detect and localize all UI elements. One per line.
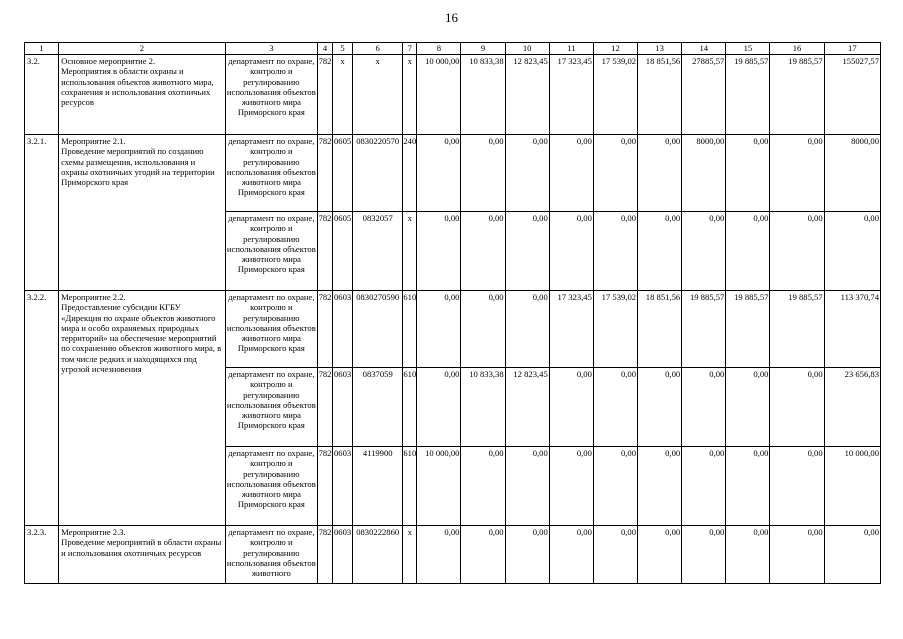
cell: 0,00 (770, 526, 824, 584)
cell: 0,00 (461, 135, 505, 212)
cell: 10 000,00 (417, 55, 461, 135)
cell: 0,00 (461, 291, 505, 368)
header-cell: 15 (726, 43, 770, 55)
cell: 12 823,45 (505, 55, 549, 135)
program-table (24, 42, 881, 584)
cell: 0,00 (417, 526, 461, 584)
header-cell: 3 (225, 43, 317, 55)
cell: 610 (403, 291, 417, 368)
cell: 0,00 (505, 526, 549, 584)
cell: 0,00 (638, 135, 682, 212)
header-cell: 12 (593, 43, 637, 55)
cell: 0,00 (638, 212, 682, 291)
table-row (25, 135, 881, 212)
department: департамент по охране, контролю и регулированию использования объектов животного мира Приморского края (225, 291, 317, 368)
cell: 782 (318, 135, 333, 212)
cell: 18 851,56 (638, 291, 682, 368)
cell: 10 000,00 (824, 447, 880, 526)
cell: 782 (318, 526, 333, 584)
cell: х (353, 55, 403, 135)
cell: х (333, 55, 353, 135)
cell: 10 833,38 (461, 368, 505, 447)
header-cell: 6 (353, 43, 403, 55)
table-row (25, 526, 881, 584)
row-number: 3.2.1. (25, 135, 59, 291)
cell: 0,00 (682, 526, 726, 584)
cell: 10 000,00 (417, 447, 461, 526)
cell: 17 323,45 (549, 291, 593, 368)
cell: 0830222860 (353, 526, 403, 584)
header-cell: 5 (333, 43, 353, 55)
cell: 0,00 (726, 368, 770, 447)
cell: 0603 (333, 291, 353, 368)
cell: 23 656,83 (824, 368, 880, 447)
cell: 27885,57 (682, 55, 726, 135)
cell: 0837059 (353, 368, 403, 447)
cell: 0,00 (682, 212, 726, 291)
header-cell: 4 (318, 43, 333, 55)
cell: 0,00 (417, 212, 461, 291)
cell: 0,00 (726, 526, 770, 584)
cell: х (403, 526, 417, 584)
cell: 0,00 (461, 447, 505, 526)
cell: 0,00 (593, 526, 637, 584)
cell: 18 851,56 (638, 55, 682, 135)
cell: 782 (318, 368, 333, 447)
row-number: 3.2. (25, 55, 59, 135)
cell: 610 (403, 368, 417, 447)
cell: 0,00 (824, 526, 880, 584)
cell: 0,00 (593, 135, 637, 212)
cell: 17 539,02 (593, 55, 637, 135)
cell: 782 (318, 447, 333, 526)
cell: 0,00 (770, 368, 824, 447)
row-number: 3.2.3. (25, 526, 59, 584)
department: департамент по охране, контролю и регулированию использования объектов животного мира Приморского края (225, 368, 317, 447)
cell: 0,00 (505, 135, 549, 212)
cell: 0,00 (770, 212, 824, 291)
cell: 0603 (333, 447, 353, 526)
header-cell: 14 (682, 43, 726, 55)
header-cell: 13 (638, 43, 682, 55)
cell: 0,00 (417, 291, 461, 368)
header-cell: 9 (461, 43, 505, 55)
header-cell: 11 (549, 43, 593, 55)
cell: 19 885,57 (726, 291, 770, 368)
cell: 0,00 (549, 212, 593, 291)
cell: 19 885,57 (770, 55, 824, 135)
department: департамент по охране, контролю и регулированию использования объектов животного (225, 526, 317, 584)
activity-name: Мероприятие 2.2. Предоставление субсидии КГБУ «Дирекция по охране объектов животного мира и особо охраняемых природных территорий» на обеспечение мероприятий по сохранению объектов животного мира, в том числе редких и находящихся под угрозой исчезновения (59, 291, 226, 526)
page-number: 16 (445, 10, 458, 25)
cell: 8000,00 (824, 135, 880, 212)
header-cell: 8 (417, 43, 461, 55)
cell: 0,00 (682, 368, 726, 447)
cell: 0,00 (638, 526, 682, 584)
cell: 0,00 (593, 212, 637, 291)
cell: 0,00 (461, 212, 505, 291)
header-cell: 7 (403, 43, 417, 55)
row-number: 3.2.2. (25, 291, 59, 526)
cell: 155027,57 (824, 55, 880, 135)
cell: 0830270590 (353, 291, 403, 368)
table-row (25, 55, 881, 135)
cell: 0,00 (505, 212, 549, 291)
cell: 113 370,74 (824, 291, 880, 368)
table-row (25, 291, 881, 368)
cell: 0,00 (593, 447, 637, 526)
cell: 0,00 (682, 447, 726, 526)
cell: 0,00 (549, 447, 593, 526)
cell: 610 (403, 447, 417, 526)
cell: 0,00 (417, 368, 461, 447)
cell: 0,00 (549, 135, 593, 212)
cell: 0603 (333, 368, 353, 447)
cell: 0,00 (726, 212, 770, 291)
activity-name: Основное мероприятие 2. Мероприятия в области охраны и использования объектов животного мира, сохранения и использования охотничьих ресурсов (59, 55, 226, 135)
header-row (25, 43, 881, 55)
cell: 8000,00 (682, 135, 726, 212)
cell: 0832057 (353, 212, 403, 291)
cell: х (403, 55, 417, 135)
cell: 0,00 (505, 291, 549, 368)
cell: 0830220570 (353, 135, 403, 212)
header-cell: 17 (824, 43, 880, 55)
cell: 240 (403, 135, 417, 212)
cell: 0,00 (638, 447, 682, 526)
header-cell: 16 (770, 43, 824, 55)
cell: 0,00 (549, 368, 593, 447)
cell: 0,00 (549, 526, 593, 584)
cell: 0,00 (770, 447, 824, 526)
header-cell: 2 (59, 43, 226, 55)
cell: 782 (318, 212, 333, 291)
department: департамент по охране, контролю и регулированию использования объектов животного мира Приморского края (225, 212, 317, 291)
cell: 0,00 (505, 447, 549, 526)
cell: 17 323,45 (549, 55, 593, 135)
department: департамент по охране, контролю и регулированию использования объектов животного мира Приморского края (225, 135, 317, 212)
cell: 0,00 (726, 135, 770, 212)
cell: 0,00 (461, 526, 505, 584)
cell: 17 539,02 (593, 291, 637, 368)
cell: 0,00 (638, 368, 682, 447)
cell: 12 823,45 (505, 368, 549, 447)
cell: 0,00 (770, 135, 824, 212)
cell: 0603 (333, 526, 353, 584)
cell: 0,00 (824, 212, 880, 291)
cell: 4119900 (353, 447, 403, 526)
cell: 0,00 (726, 447, 770, 526)
cell: 0605 (333, 135, 353, 212)
cell: х (403, 212, 417, 291)
activity-name: Мероприятие 2.3. Проведение мероприятий в области охраны и использования охотничьих ресурсов (59, 526, 226, 584)
cell: 0,00 (417, 135, 461, 212)
header-cell: 10 (505, 43, 549, 55)
cell: 782 (318, 55, 333, 135)
cell: 0605 (333, 212, 353, 291)
cell: 10 833,38 (461, 55, 505, 135)
department: департамент по охране, контролю и регулированию использования объектов животного мира Приморского края (225, 55, 317, 135)
cell: 0,00 (593, 368, 637, 447)
header-cell: 1 (25, 43, 59, 55)
cell: 19 885,57 (682, 291, 726, 368)
department: департамент по охране, контролю и регулированию использования объектов животного мира Приморского края (225, 447, 317, 526)
activity-name: Мероприятие 2.1. Проведение мероприятий по созданию схемы размещения, использования и охраны охотничьих угодий на территории Приморского края (59, 135, 226, 291)
cell: 19 885,57 (726, 55, 770, 135)
cell: 782 (318, 291, 333, 368)
cell: 19 885,57 (770, 291, 824, 368)
